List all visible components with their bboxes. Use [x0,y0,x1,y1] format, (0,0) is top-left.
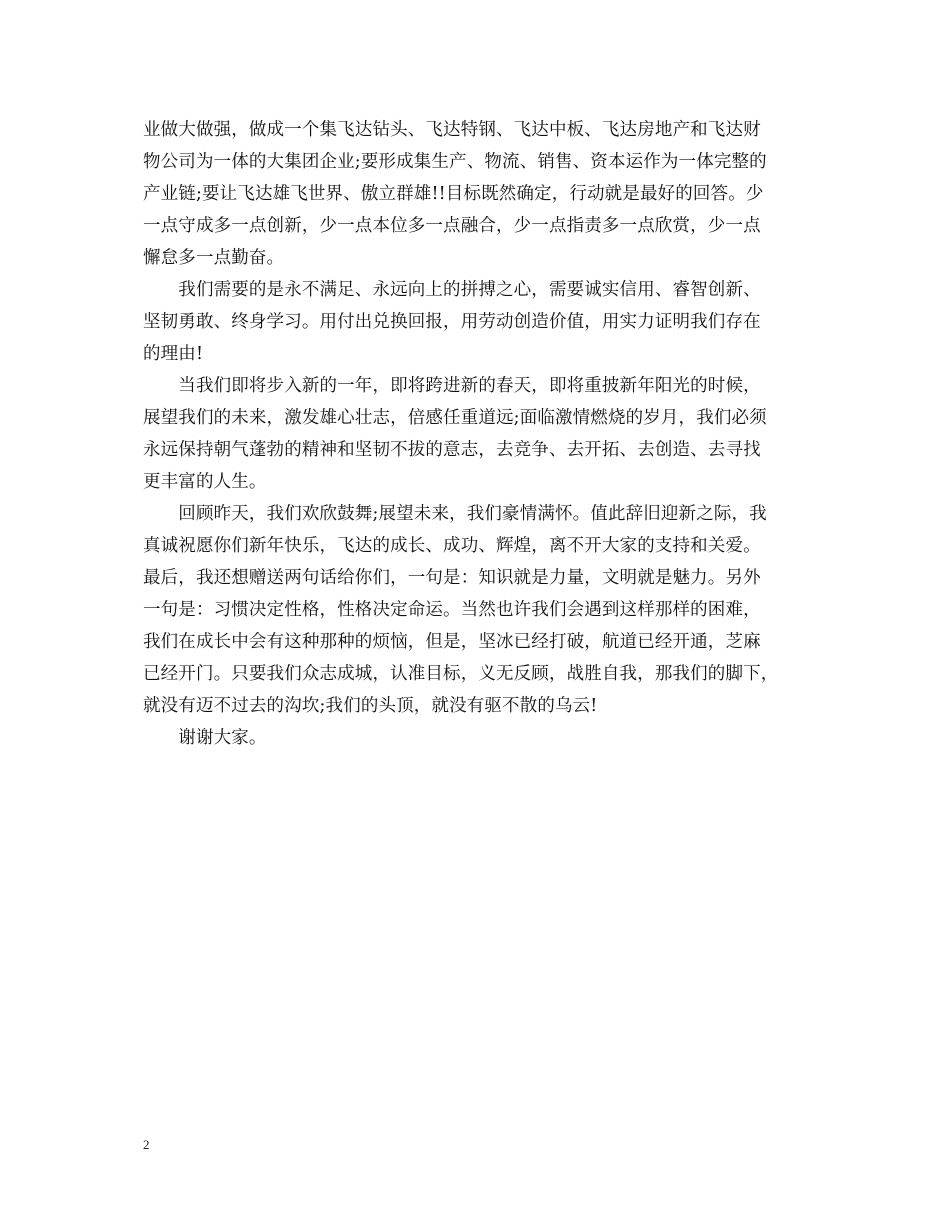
text-line: 最后，我还想赠送两句话给你们，一句是：知识就是力量，文明就是魅力。另外 [143,568,761,588]
text-line: 当我们即将步入新的一年，即将跨进新的春天，即将重披新年阳光的时候， [143,376,761,396]
text-line: 我们需要的是永不满足、永远向上的拼搏之心，需要诚实信用、睿智创新、 [143,280,761,300]
document-body [143,114,833,754]
page-number: 2 [143,1137,150,1152]
text-line: 懈怠多一点勤奋。 [143,248,285,268]
text-line: 展望我们的未来，激发雄心壮志，倍感任重道远;面临激情燃烧的岁月，我们必须 [143,408,767,428]
text-line: 真诚祝愿你们新年快乐，飞达的成长、成功、辉煌，离不开大家的支持和关爱。 [143,536,761,556]
text-line: 回顾昨天，我们欢欣鼓舞;展望未来，我们豪情满怀。值此辞旧迎新之际，我 [143,504,767,524]
text-line: 更丰富的人生。 [143,472,267,492]
text-line: 一句是：习惯决定性格，性格决定命运。当然也许我们会遇到这样那样的困难， [143,600,761,620]
text-line: 就没有迈不过去的沟坎;我们的头顶，就没有驱不散的乌云! [143,696,598,716]
text-line: 我们在成长中会有这种那种的烦恼，但是，坚冰已经打破，航道已经开通，芝麻 [143,632,761,652]
text-line: 坚韧勇敢、终身学习。用付出兑换回报，用劳动创造价值，用实力证明我们存在 [143,312,761,332]
text-line: 一点守成多一点创新，少一点本位多一点融合，少一点指责多一点欣赏，少一点 [143,216,761,236]
text-line: 物公司为一体的大集团企业;要形成集生产、物流、销售、资本运作为一体完整的 [143,152,767,172]
text-line: 永远保持朝气蓬勃的精神和坚韧不拔的意志，去竞争、去开拓、去创造、去寻找 [143,440,761,460]
text-line: 产业链;要让飞达雄飞世界、傲立群雄!!目标既然确定，行动就是最好的回答。少 [143,184,764,204]
text-line: 的理由! [143,344,204,364]
text-line: 业做大做强，做成一个集飞达钻头、飞达特钢、飞达中板、飞达房地产和飞达财 [143,120,761,140]
text-line: 谢谢大家。 [143,728,267,748]
text-line: 已经开门。只要我们众志成城，认准目标，义无反顾，战胜自我，那我们的脚下， [143,664,779,684]
